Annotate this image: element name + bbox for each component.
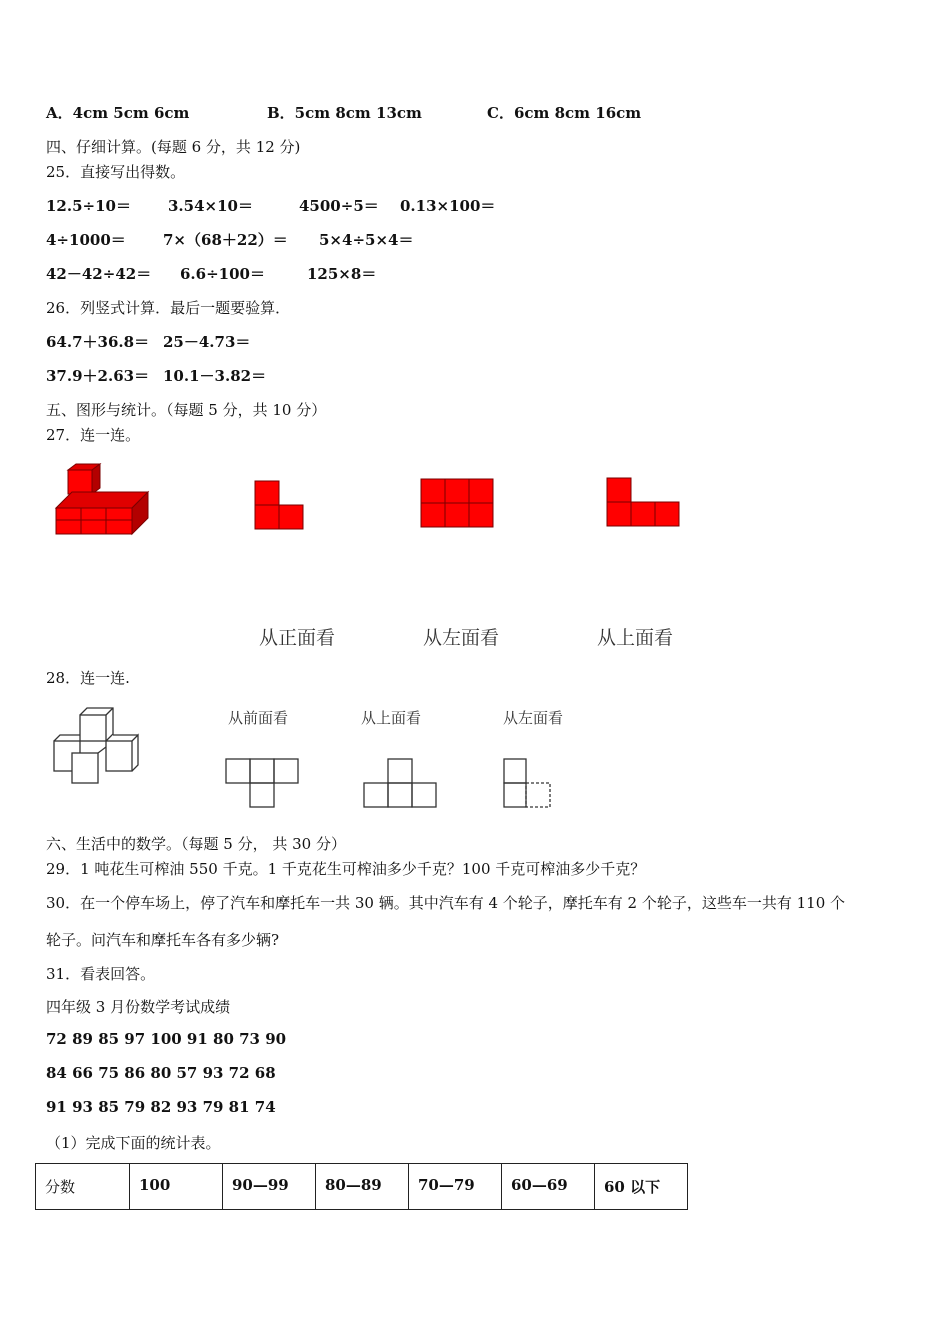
q25-item: 0.13×100＝	[400, 197, 496, 215]
option-a: A．4cm 5cm 6cm	[46, 104, 190, 122]
q26-item: 64.7＋36.8＝	[46, 333, 150, 351]
section6-heading: 六、生活中的数学。（每题 5 分， 共 30 分）	[46, 835, 346, 853]
q25-item: 4÷1000＝	[46, 231, 126, 249]
q28-label-left: 从左面看	[503, 709, 564, 727]
q28-view-inverted-t	[363, 758, 439, 810]
q26-title: 26．列竖式计算．最后一题要验算．	[46, 299, 291, 317]
table-cell: 80—89	[316, 1164, 409, 1210]
q29-text: 29．1 吨花生可榨油 550 千克。1 千克花生可榨油多少千克？100 千克可榨油多少千克？	[46, 860, 646, 878]
q28-view-l-shape	[503, 758, 555, 810]
q26-item: 10.1－3.82＝	[163, 367, 267, 385]
q27-view-grid	[420, 478, 495, 530]
q31-scores-row: 84 66 75 86 80 57 93 72 68	[46, 1064, 276, 1082]
q26-item: 25－4.73＝	[163, 333, 251, 351]
option-c: C．6cm 8cm 16cm	[487, 104, 642, 122]
q27-label-top: 从上面看	[597, 627, 674, 649]
score-stat-table	[35, 1163, 688, 1210]
q28-title: 28．连一连.	[46, 669, 130, 687]
q27-label-left: 从左面看	[423, 627, 500, 649]
q27-view-l-long	[606, 477, 681, 529]
q25-item: 4500÷5＝	[299, 197, 379, 215]
section4-heading: 四、仔细计算。(每题 6 分，共 12 分)	[46, 138, 301, 156]
q31-table-title: 四年级 3 月份数学考试成绩	[46, 998, 231, 1016]
q25-title: 25．直接写出得数。	[46, 163, 186, 181]
q27-solid-figure	[52, 462, 152, 540]
q30-text-line2: 轮子。问汽车和摩托车各有多少辆?	[46, 931, 280, 949]
q25-item: 125×8＝	[307, 265, 377, 283]
option-b: B．5cm 8cm 13cm	[267, 104, 422, 122]
q28-label-top: 从上面看	[361, 709, 422, 727]
q27-view-l-small	[254, 480, 306, 532]
q30-text-line1: 30．在一个停车场上，停了汽车和摩托车一共 30 辆。其中汽车有 4 个轮子，摩托车有 2 个轮子，这些车一共有 110 个	[46, 894, 846, 912]
table-cell: 60 以下	[595, 1164, 688, 1210]
q27-title: 27．连一连。	[46, 426, 141, 444]
table-cell: 分数	[36, 1164, 130, 1210]
q25-item: 5×4÷5×4＝	[319, 231, 414, 249]
q31-title: 31．看表回答。	[46, 965, 156, 983]
q28-view-t-shape	[225, 758, 301, 810]
q25-item: 12.5÷10＝	[46, 197, 131, 215]
q25-item: 3.54×10＝	[168, 197, 253, 215]
q26-item: 37.9＋2.63＝	[46, 367, 150, 385]
q25-item: 42－42÷42＝	[46, 265, 152, 283]
q25-item: 7×（68＋22）＝	[163, 231, 288, 249]
q27-label-front: 从正面看	[259, 627, 336, 649]
table-cell: 90—99	[223, 1164, 316, 1210]
table-cell: 100	[130, 1164, 223, 1210]
q28-label-front: 从前面看	[228, 709, 289, 727]
q28-solid-figure	[50, 705, 150, 787]
q31-scores-row: 91 93 85 79 82 93 79 81 74	[46, 1098, 276, 1116]
section5-heading: 五、图形与统计。（每题 5 分，共 10 分）	[46, 401, 327, 419]
table-cell: 70—79	[409, 1164, 502, 1210]
table-cell: 60—69	[502, 1164, 595, 1210]
table-row	[36, 1164, 688, 1210]
q31-sub1: （1）完成下面的统计表。	[46, 1134, 221, 1152]
q25-item: 6.6÷100＝	[180, 265, 265, 283]
q31-scores-row: 72 89 85 97 100 91 80 73 90	[46, 1030, 287, 1048]
